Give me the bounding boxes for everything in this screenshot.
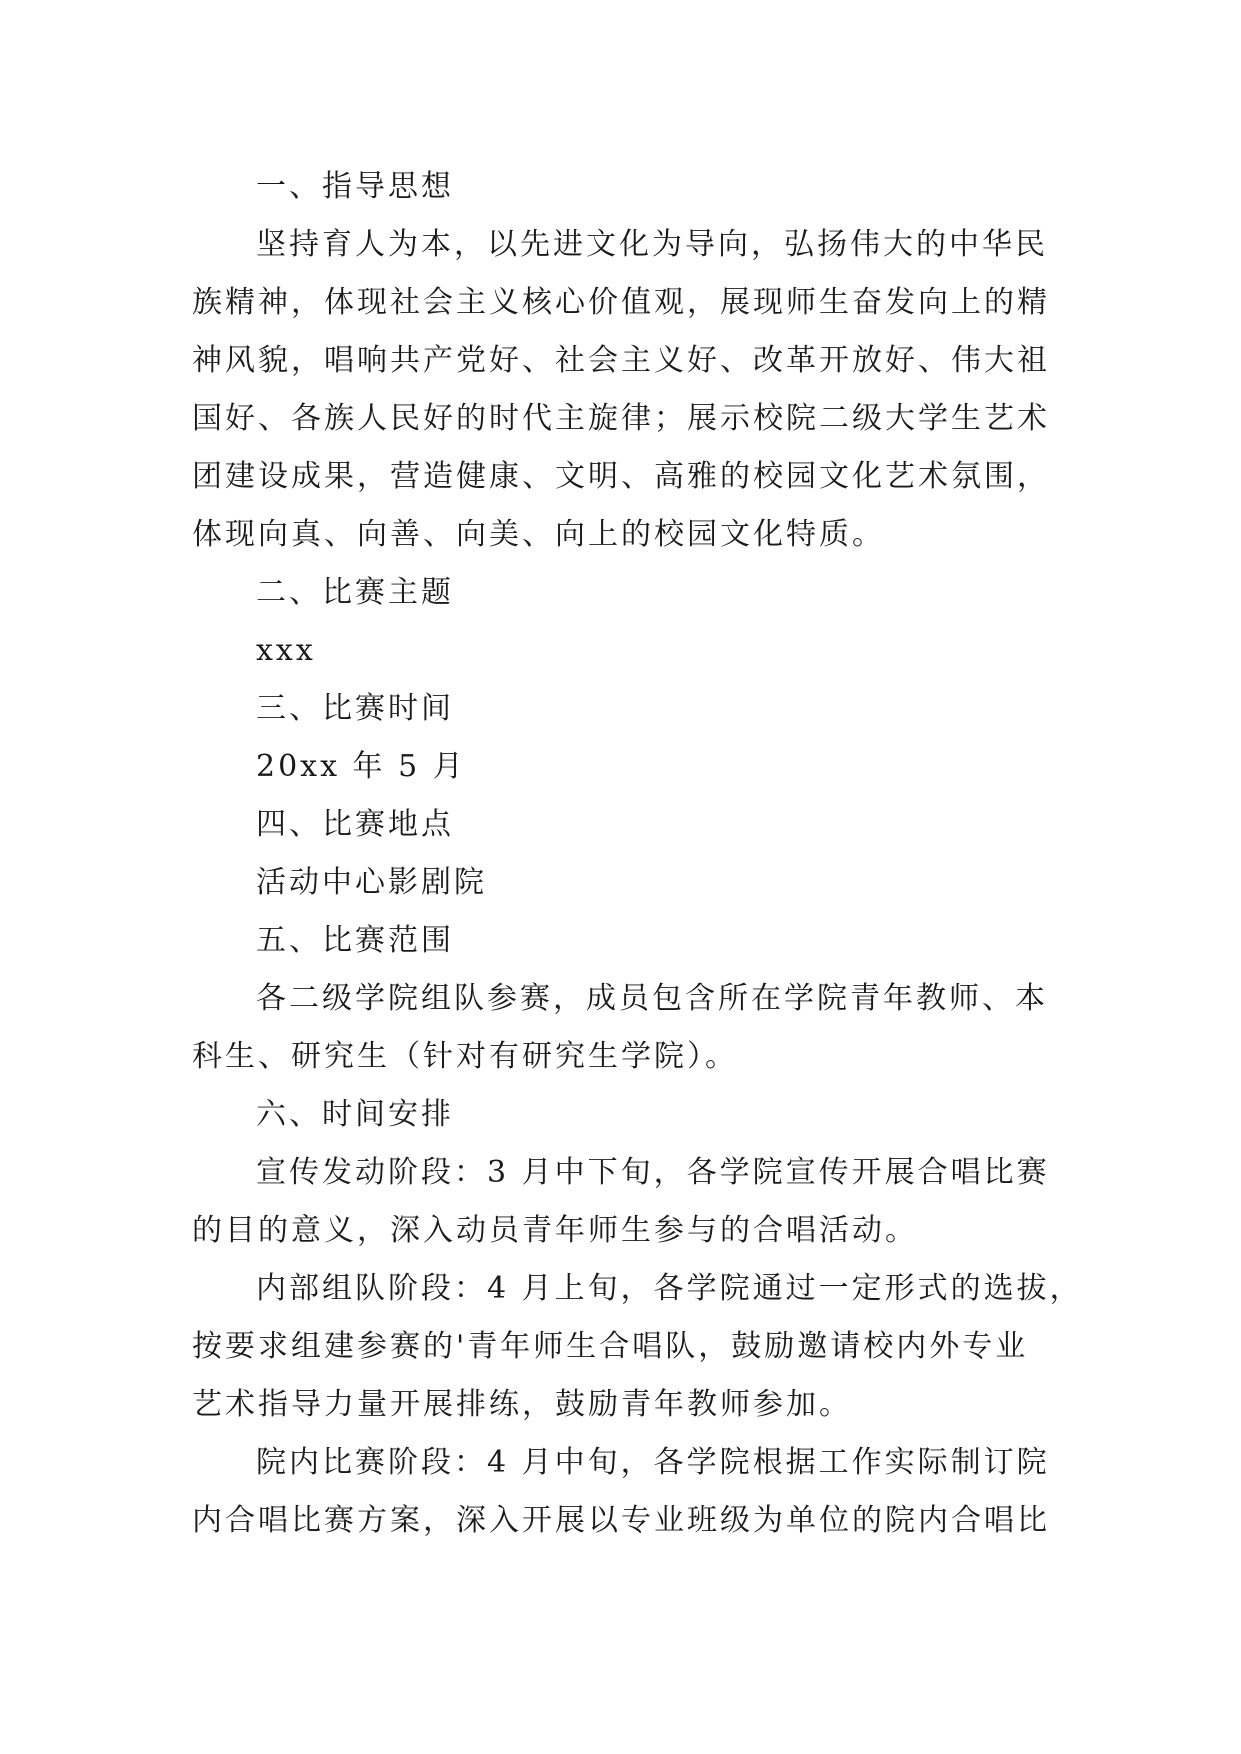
time-value: 20xx 年 5 月 xyxy=(256,749,466,784)
paragraph-line: 内部组队阶段：4 月上旬，各学院通过一定形式的选拔， xyxy=(256,1271,1083,1306)
paragraph-publicity-stage xyxy=(192,1144,1062,1260)
section-heading-guiding-ideology: 一、指导思想 xyxy=(256,169,454,204)
paragraph-college-competition-stage xyxy=(192,1434,1062,1550)
paragraph-team-building-stage xyxy=(192,1260,1083,1434)
paragraph-line: 族精神，体现社会主义核心价值观，展现师生奋发向上的精 xyxy=(192,285,1050,320)
section-heading-location: 四、比赛地点 xyxy=(256,807,454,842)
section-heading-scope: 五、比赛范围 xyxy=(256,923,454,958)
section-heading-theme: 二、比赛主题 xyxy=(256,575,454,610)
section-heading-time: 三、比赛时间 xyxy=(256,691,454,726)
theme-value: xxx xyxy=(256,633,316,668)
paragraph-line: 体现向真、向善、向美、向上的校园文化特质。 xyxy=(192,517,885,552)
paragraph-line: 各二级学院组队参赛，成员包含所在学院青年教师、本 xyxy=(256,981,1048,1016)
section-heading-schedule: 六、时间安排 xyxy=(256,1097,454,1132)
paragraph-line: 的目的意义，深入动员青年师生参与的合唱活动。 xyxy=(192,1213,918,1248)
paragraph-line: 神风貌，唱响共产党好、社会主义好、改革开放好、伟大祖 xyxy=(192,343,1050,378)
paragraph-scope xyxy=(192,970,1062,1086)
paragraph-line: 内合唱比赛方案，深入开展以专业班级为单位的院内合唱比 xyxy=(192,1503,1050,1538)
document-body xyxy=(192,158,1083,1550)
paragraph-guiding-ideology xyxy=(192,216,1062,564)
location-value: 活动中心影剧院 xyxy=(256,865,487,900)
paragraph-line: 艺术指导力量开展排练，鼓励青年教师参加。 xyxy=(192,1387,852,1422)
paragraph-line: 国好、各族人民好的时代主旋律；展示校院二级大学生艺术 xyxy=(192,401,1050,436)
paragraph-line: 按要求组建参赛的'青年师生合唱队，鼓励邀请校内外专业 xyxy=(192,1329,1029,1364)
paragraph-line: 宣传发动阶段：3 月中下旬，各学院宣传开展合唱比赛 xyxy=(256,1155,1050,1190)
paragraph-line: 团建设成果，营造健康、文明、高雅的校园文化艺术氛围， xyxy=(192,459,1050,494)
paragraph-line: 院内比赛阶段：4 月中旬，各学院根据工作实际制订院 xyxy=(256,1445,1050,1480)
paragraph-line: 坚持育人为本，以先进文化为导向，弘扬伟大的中华民 xyxy=(256,227,1048,262)
paragraph-line: 科生、研究生（针对有研究生学院）。 xyxy=(192,1039,738,1074)
